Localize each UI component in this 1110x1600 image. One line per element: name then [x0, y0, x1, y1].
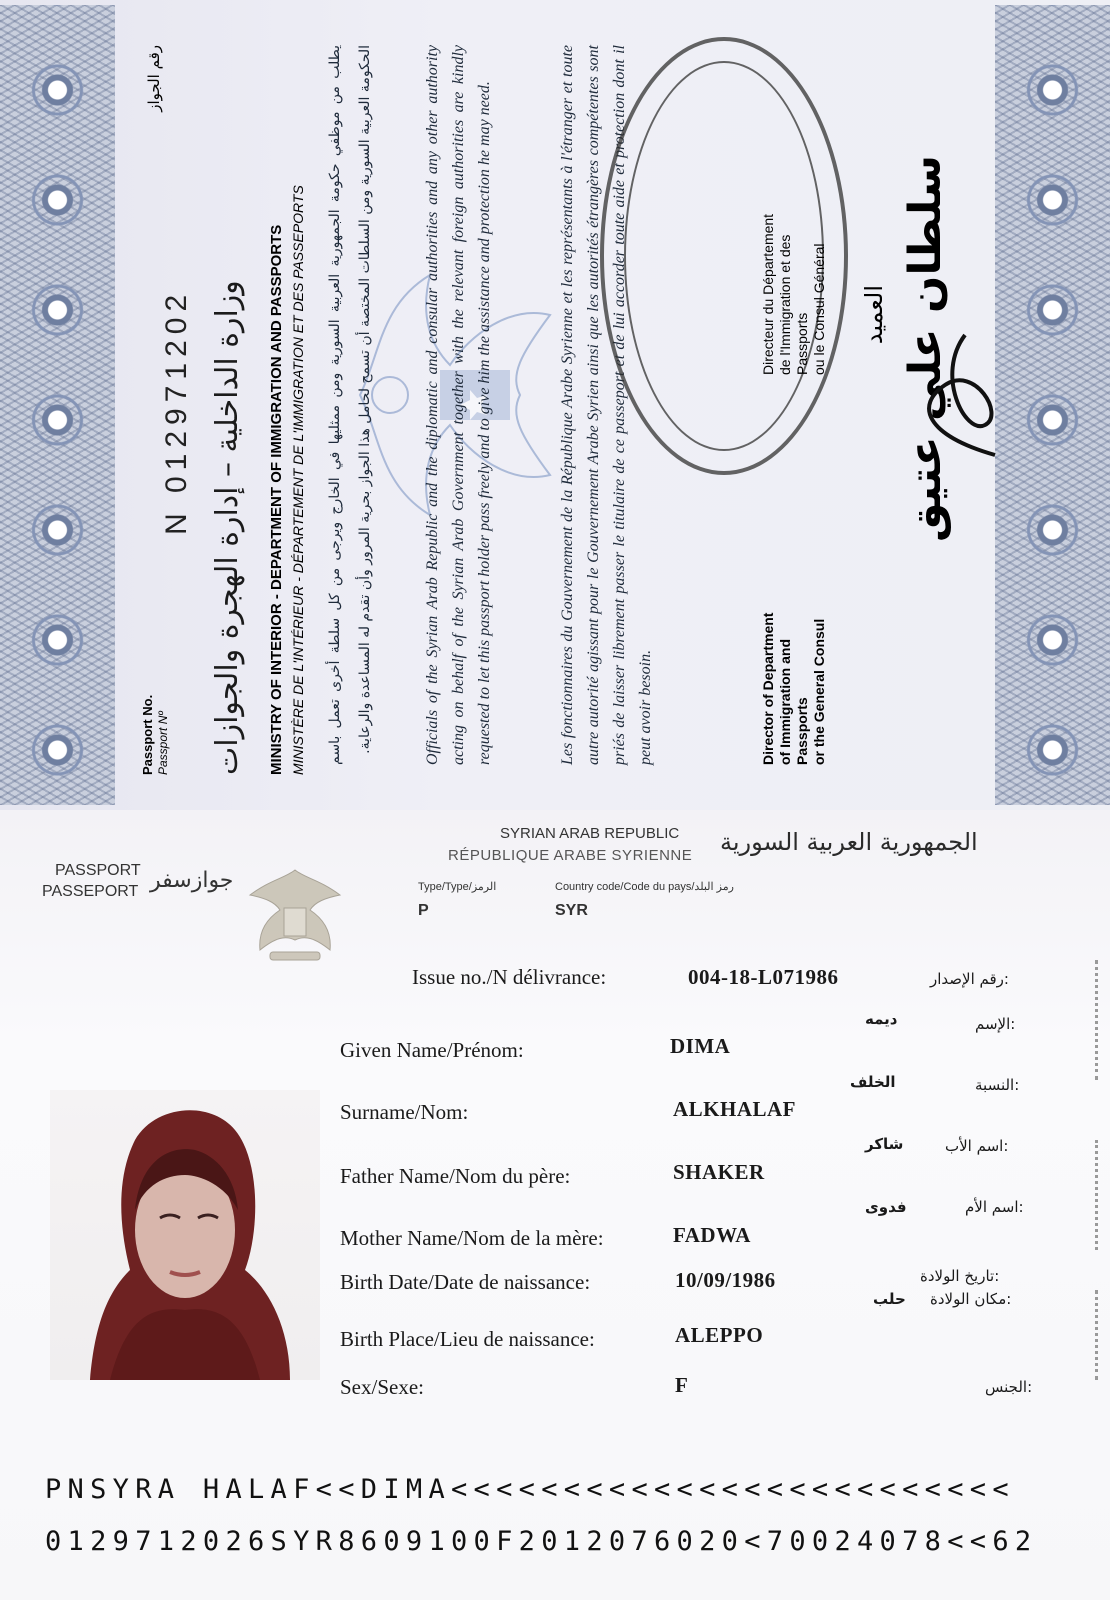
sex-label: Sex/Sexe:	[340, 1375, 424, 1399]
given-name-value-ar: ديمه	[865, 1010, 898, 1028]
given-name-label: Given Name/Prénom:	[340, 1038, 524, 1062]
country-code-value: SYR	[555, 902, 588, 919]
country-name-fr: RÉPUBLIQUE ARABE SYRIENNE	[448, 847, 693, 864]
father-name-value-ar: شاكر	[865, 1135, 904, 1153]
holder-photo	[50, 1090, 320, 1380]
birth-place-value: ALEPPO	[675, 1323, 764, 1347]
director-rank-ar: العميد	[860, 285, 888, 345]
surname-label: Surname/Nom:	[340, 1100, 469, 1124]
director-name-ar: سلطان علي عتيق	[900, 155, 951, 542]
mrz-line-2: 0129712026SYR8609100F2012076020<70024078<<62	[45, 1526, 1038, 1557]
surname-value: ALKHALAF	[673, 1097, 797, 1121]
birth-date-value: 10/09/1986	[675, 1268, 776, 1292]
request-text-fr: Les fonctionnaires du Gouvernement de la République Arabe Syrienne et les représentants à l'étranger et toute autre autorité agissant pour le Gouvernement Arabe Syrien ainsi que les autorités étrangères compétentes sont priés de laisser librement passer le titulaire de ce passeport et de lui accorder toute aide et protection dont il peut avoir besoin.	[559, 45, 654, 765]
request-text-ar: يطلب من موظفي حكومة الجمهورية العربية السورية ومن ممثليها في الخارج ويرجى من كل سلطة أخرى تعمل باسم الحكومة العربية السورية ومن السلطات المختصة أن تسمح لحامل هذا الجواز بحرية المرور وأن تقدم له المساعدة والرعاية.	[327, 45, 373, 765]
director-signature	[905, 315, 1025, 475]
observations-page-content	[0, 5, 1110, 805]
guilloche-border-left	[0, 5, 115, 805]
passport-no-label-ar: رقم الجواز	[145, 45, 163, 112]
request-text-en: Officials of the Syrian Arab Republic and the diplomatic and consular authorities and any other authority acting on behalf of the Syrian Arab Government together with the relevant foreign authorities are kindly requested to let this passport holder pass freely and to give him the assistance and protection he may need.	[424, 45, 493, 765]
perforation-dots	[1035, 960, 1098, 1080]
type-label: Type/Type/الرمز	[418, 881, 497, 893]
document-title-en: PASSPORT	[55, 862, 141, 879]
country-code-label: Country code/Code du pays/رمز البلد	[555, 881, 734, 893]
birth-place-value-ar: حلب	[873, 1290, 906, 1308]
mother-name-value-ar: فدوى	[865, 1198, 907, 1216]
passport-no-label: Passport No.	[140, 694, 155, 775]
issue-no-label-ar: رقم الإصدار:	[930, 970, 1009, 988]
director-title-en: Director of Department of Immigration and Passports or the General Consul	[760, 612, 827, 765]
country-name-ar: الجمهورية العربية السورية	[720, 828, 978, 856]
mother-name-value: FADWA	[673, 1223, 751, 1247]
document-title-ar: جوازسفر	[150, 868, 234, 893]
sex-value: F	[675, 1373, 689, 1397]
passport-no-label-fr: Passport Nº	[156, 711, 170, 775]
passport-number: N 012971202	[160, 288, 193, 535]
surname-label-ar: النسبة:	[975, 1076, 1020, 1094]
birth-date-label: Birth Date/Date de naissance:	[340, 1270, 591, 1294]
passport-data-page	[0, 810, 1110, 1600]
perforation-dots	[1035, 1290, 1098, 1380]
birth-place-label-ar: مكان الولادة:	[930, 1290, 1012, 1308]
father-name-label-ar: اسم الأب:	[945, 1137, 1009, 1155]
ministry-title-fr: MINISTÈRE DE L'INTÉRIEUR - DÉPARTEMENT DE L'IMMIGRATION ET DES PASSEPORTS	[290, 185, 306, 775]
ministry-title-en: MINISTRY OF INTERIOR - DEPARTMENT OF IMMIGRATION AND PASSPORTS	[268, 224, 285, 775]
type-value: P	[418, 902, 429, 919]
father-name-value: SHAKER	[673, 1160, 765, 1184]
country-name-en: SYRIAN ARAB REPUBLIC	[500, 825, 680, 842]
issue-no-value: 004-18-L071986	[688, 965, 839, 989]
father-name-label: Father Name/Nom du père:	[340, 1164, 571, 1188]
director-title-fr: Directeur du Département de l'Immigration et des Passports ou le Consul Général	[760, 213, 827, 375]
mrz-line-1: PNSYRA HALAF<<DIMA<<<<<<<<<<<<<<<<<<<<<<<<<	[45, 1474, 1015, 1505]
sex-label-ar: الجنس:	[985, 1378, 1033, 1396]
ministry-title-ar: وزارة الداخلية – إدارة الهجرة والجوازات	[210, 280, 245, 775]
eagle-emblem-icon	[240, 860, 350, 970]
mother-name-label-ar: اسم الأم:	[965, 1198, 1024, 1216]
issue-no-label: Issue no./N délivrance:	[412, 965, 607, 989]
given-name-value: DIMA	[670, 1034, 731, 1058]
document-title-fr: PASSEPORT	[42, 883, 139, 900]
birth-place-label: Birth Place/Lieu de naissance:	[340, 1327, 595, 1351]
perforation-dots	[1035, 1140, 1098, 1250]
given-name-label-ar: الإسم:	[975, 1015, 1016, 1033]
mother-name-label: Mother Name/Nom de la mère:	[340, 1226, 604, 1250]
surname-value-ar: الخلف	[850, 1073, 896, 1091]
birth-date-label-ar: تاريخ الولادة:	[920, 1267, 1000, 1285]
